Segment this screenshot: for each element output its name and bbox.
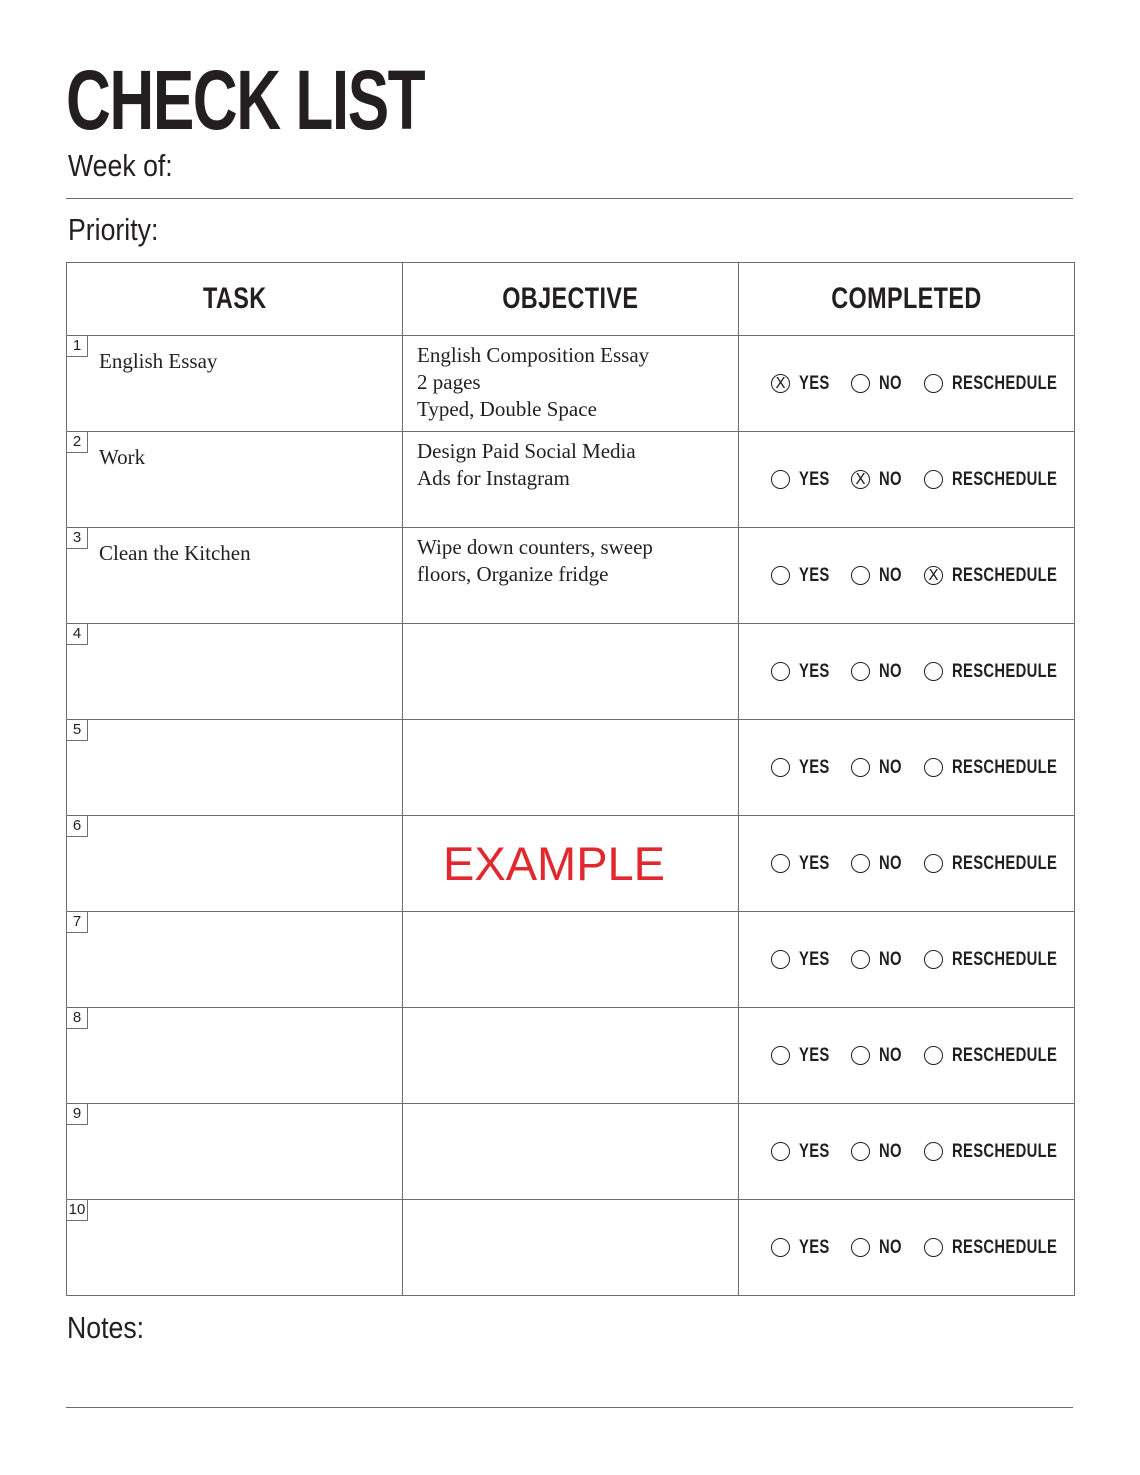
- week-of-line[interactable]: [66, 198, 1073, 199]
- option-yes[interactable]: [771, 565, 851, 587]
- option-no[interactable]: [851, 1045, 924, 1067]
- radio-no-icon[interactable]: [851, 1142, 870, 1161]
- completed-header-label: COMPLETED: [831, 282, 982, 315]
- option-no[interactable]: [851, 565, 924, 587]
- radio-no-icon[interactable]: [851, 1238, 870, 1257]
- option-no[interactable]: [851, 661, 924, 683]
- radio-reschedule-icon[interactable]: [924, 1238, 943, 1257]
- option-no[interactable]: [851, 373, 924, 395]
- option-reschedule-label: RESCHEDULE: [952, 1140, 1058, 1162]
- radio-reschedule-icon[interactable]: [924, 854, 943, 873]
- objective-cell[interactable]: [403, 432, 739, 528]
- completed-cell: [739, 432, 1075, 528]
- task-cell[interactable]: [67, 1200, 403, 1296]
- checklist-rows: [67, 336, 1075, 1296]
- table-row: [67, 1104, 1075, 1200]
- option-reschedule[interactable]: [924, 949, 1087, 971]
- completed-options: [771, 720, 1087, 815]
- objective-header-label: OBJECTIVE: [502, 282, 639, 315]
- radio-yes-icon[interactable]: [771, 758, 790, 777]
- table-row: [67, 336, 1075, 432]
- task-cell[interactable]: [67, 816, 403, 912]
- option-no-label: NO: [879, 948, 902, 970]
- option-yes[interactable]: [771, 373, 851, 395]
- table-row: [67, 720, 1075, 816]
- option-yes-label: YES: [799, 1236, 830, 1258]
- week-of-label: Week of:: [68, 148, 173, 183]
- option-reschedule[interactable]: [924, 373, 1087, 395]
- radio-reschedule-icon[interactable]: [924, 662, 943, 681]
- objective-cell[interactable]: [403, 912, 739, 1008]
- radio-no-icon[interactable]: [851, 1046, 870, 1065]
- objective-cell[interactable]: [403, 1104, 739, 1200]
- option-reschedule-label: RESCHEDULE: [952, 852, 1058, 874]
- objective-text: Design Paid Social Media Ads for Instagram: [417, 439, 636, 490]
- task-cell[interactable]: [67, 912, 403, 1008]
- completed-cell: [739, 1104, 1075, 1200]
- option-reschedule[interactable]: [924, 1237, 1087, 1259]
- radio-yes-icon[interactable]: [771, 1142, 790, 1161]
- completed-cell: [739, 816, 1075, 912]
- completed-options: [771, 624, 1087, 719]
- table-row: [67, 1200, 1075, 1296]
- row-number: 3: [67, 528, 88, 549]
- task-header-label: TASK: [202, 282, 267, 315]
- objective-cell[interactable]: [403, 720, 739, 816]
- option-yes-label: YES: [799, 372, 830, 394]
- option-yes[interactable]: [771, 853, 851, 875]
- task-cell[interactable]: [67, 720, 403, 816]
- completed-cell: [739, 720, 1075, 816]
- option-no[interactable]: [851, 853, 924, 875]
- option-yes-label: YES: [799, 564, 830, 586]
- task-text: English Essay: [99, 349, 218, 373]
- option-no-label: NO: [879, 468, 902, 490]
- completed-options: [771, 1008, 1087, 1103]
- radio-no-icon[interactable]: [851, 758, 870, 777]
- row-number: 10: [67, 1200, 88, 1221]
- radio-no-icon[interactable]: [851, 662, 870, 681]
- radio-no-icon[interactable]: [851, 374, 870, 393]
- completed-options: [771, 1104, 1087, 1199]
- option-no-label: NO: [879, 756, 902, 778]
- radio-no-icon[interactable]: X: [851, 470, 870, 489]
- radio-no-icon[interactable]: [851, 566, 870, 585]
- option-yes[interactable]: [771, 757, 851, 779]
- task-text: Clean the Kitchen: [99, 541, 251, 565]
- task-cell[interactable]: [67, 528, 403, 624]
- task-cell[interactable]: [67, 1104, 403, 1200]
- option-no-label: NO: [879, 372, 902, 394]
- radio-no-icon[interactable]: [851, 854, 870, 873]
- option-no[interactable]: [851, 757, 924, 779]
- option-no[interactable]: [851, 1141, 924, 1163]
- completed-options: [771, 912, 1087, 1007]
- table-row: [67, 912, 1075, 1008]
- objective-text: Wipe down counters, sweep floors, Organize fridge: [417, 535, 653, 586]
- option-no-label: NO: [879, 1044, 902, 1066]
- task-cell[interactable]: [67, 1008, 403, 1104]
- completed-cell: [739, 336, 1075, 432]
- option-yes-label: YES: [799, 948, 830, 970]
- radio-yes-icon[interactable]: [771, 662, 790, 681]
- option-yes-label: YES: [799, 756, 830, 778]
- table-header-row: [67, 263, 1075, 336]
- notes-label: Notes:: [67, 1310, 145, 1345]
- option-yes-label: YES: [799, 1140, 830, 1162]
- objective-cell[interactable]: [403, 624, 739, 720]
- completed-column-header: [739, 263, 1075, 336]
- option-reschedule-label: RESCHEDULE: [952, 660, 1058, 682]
- completed-cell: [739, 912, 1075, 1008]
- radio-yes-icon[interactable]: [771, 566, 790, 585]
- row-number: 9: [67, 1104, 88, 1125]
- completed-cell: [739, 1200, 1075, 1296]
- option-reschedule[interactable]: [924, 565, 1087, 587]
- option-yes-label: YES: [799, 468, 830, 490]
- completed-options: [771, 336, 1087, 431]
- task-cell[interactable]: [67, 336, 403, 432]
- row-number: 6: [67, 816, 88, 837]
- option-yes-label: YES: [799, 660, 830, 682]
- task-cell[interactable]: [67, 432, 403, 528]
- option-yes-label: YES: [799, 1044, 830, 1066]
- objective-cell[interactable]: [403, 528, 739, 624]
- task-column-header: [67, 263, 403, 336]
- option-no-label: NO: [879, 564, 902, 586]
- objective-cell[interactable]: [403, 336, 739, 432]
- option-reschedule[interactable]: [924, 661, 1087, 683]
- row-number: 7: [67, 912, 88, 933]
- option-reschedule-label: RESCHEDULE: [952, 468, 1058, 490]
- page-title: CHECK LIST: [66, 53, 425, 147]
- option-reschedule[interactable]: [924, 853, 1087, 875]
- row-number: 8: [67, 1008, 88, 1029]
- option-no[interactable]: [851, 949, 924, 971]
- option-no[interactable]: [851, 1237, 924, 1259]
- completed-options: [771, 432, 1087, 527]
- option-no-label: NO: [879, 1140, 902, 1162]
- completed-options: [771, 1200, 1087, 1295]
- option-reschedule[interactable]: [924, 757, 1087, 779]
- row-number: 1: [67, 336, 88, 357]
- option-reschedule-label: RESCHEDULE: [952, 564, 1058, 586]
- radio-reschedule-icon[interactable]: [924, 470, 943, 489]
- table-row: [67, 1008, 1075, 1104]
- radio-yes-icon[interactable]: [771, 1238, 790, 1257]
- option-yes[interactable]: [771, 661, 851, 683]
- completed-options: [771, 816, 1087, 911]
- objective-column-header: [403, 263, 739, 336]
- row-number: 4: [67, 624, 88, 645]
- example-watermark: EXAMPLE: [443, 837, 666, 890]
- completed-options: [771, 528, 1087, 623]
- table-row: [67, 624, 1075, 720]
- radio-reschedule-icon[interactable]: [924, 758, 943, 777]
- table-row: [67, 528, 1075, 624]
- radio-yes-icon[interactable]: [771, 950, 790, 969]
- option-reschedule-label: RESCHEDULE: [952, 1236, 1058, 1258]
- radio-no-icon[interactable]: [851, 950, 870, 969]
- priority-label: Priority:: [68, 212, 159, 247]
- objective-cell[interactable]: [403, 816, 739, 912]
- notes-line[interactable]: [66, 1407, 1073, 1408]
- table-row: [67, 432, 1075, 528]
- radio-yes-icon[interactable]: [771, 854, 790, 873]
- option-no-label: NO: [879, 660, 902, 682]
- option-yes[interactable]: [771, 949, 851, 971]
- radio-reschedule-icon[interactable]: X: [924, 566, 943, 585]
- row-number: 5: [67, 720, 88, 741]
- option-no-label: NO: [879, 1236, 902, 1258]
- radio-reschedule-icon[interactable]: [924, 1142, 943, 1161]
- option-reschedule-label: RESCHEDULE: [952, 756, 1058, 778]
- completed-cell: [739, 1008, 1075, 1104]
- option-yes[interactable]: [771, 469, 851, 491]
- completed-cell: [739, 528, 1075, 624]
- option-reschedule[interactable]: [924, 1141, 1087, 1163]
- task-cell[interactable]: [67, 624, 403, 720]
- option-reschedule-label: RESCHEDULE: [952, 948, 1058, 970]
- radio-reschedule-icon[interactable]: [924, 1046, 943, 1065]
- option-yes[interactable]: [771, 1237, 851, 1259]
- objective-text: English Composition Essay 2 pages Typed, Double Space: [417, 343, 650, 421]
- option-yes[interactable]: [771, 1045, 851, 1067]
- checklist-table: [66, 262, 1075, 1296]
- option-reschedule[interactable]: [924, 1045, 1087, 1067]
- option-reschedule[interactable]: [924, 469, 1087, 491]
- radio-yes-icon[interactable]: X: [771, 374, 790, 393]
- objective-cell[interactable]: [403, 1200, 739, 1296]
- objective-cell[interactable]: [403, 1008, 739, 1104]
- radio-yes-icon[interactable]: [771, 1046, 790, 1065]
- option-no[interactable]: [851, 469, 924, 491]
- radio-reschedule-icon[interactable]: [924, 950, 943, 969]
- task-text: Work: [99, 445, 146, 469]
- option-yes-label: YES: [799, 852, 830, 874]
- radio-yes-icon[interactable]: [771, 470, 790, 489]
- table-row: [67, 816, 1075, 912]
- row-number: 2: [67, 432, 88, 453]
- completed-cell: [739, 624, 1075, 720]
- option-no-label: NO: [879, 852, 902, 874]
- option-reschedule-label: RESCHEDULE: [952, 372, 1058, 394]
- option-yes[interactable]: [771, 1141, 851, 1163]
- option-reschedule-label: RESCHEDULE: [952, 1044, 1058, 1066]
- radio-reschedule-icon[interactable]: [924, 374, 943, 393]
